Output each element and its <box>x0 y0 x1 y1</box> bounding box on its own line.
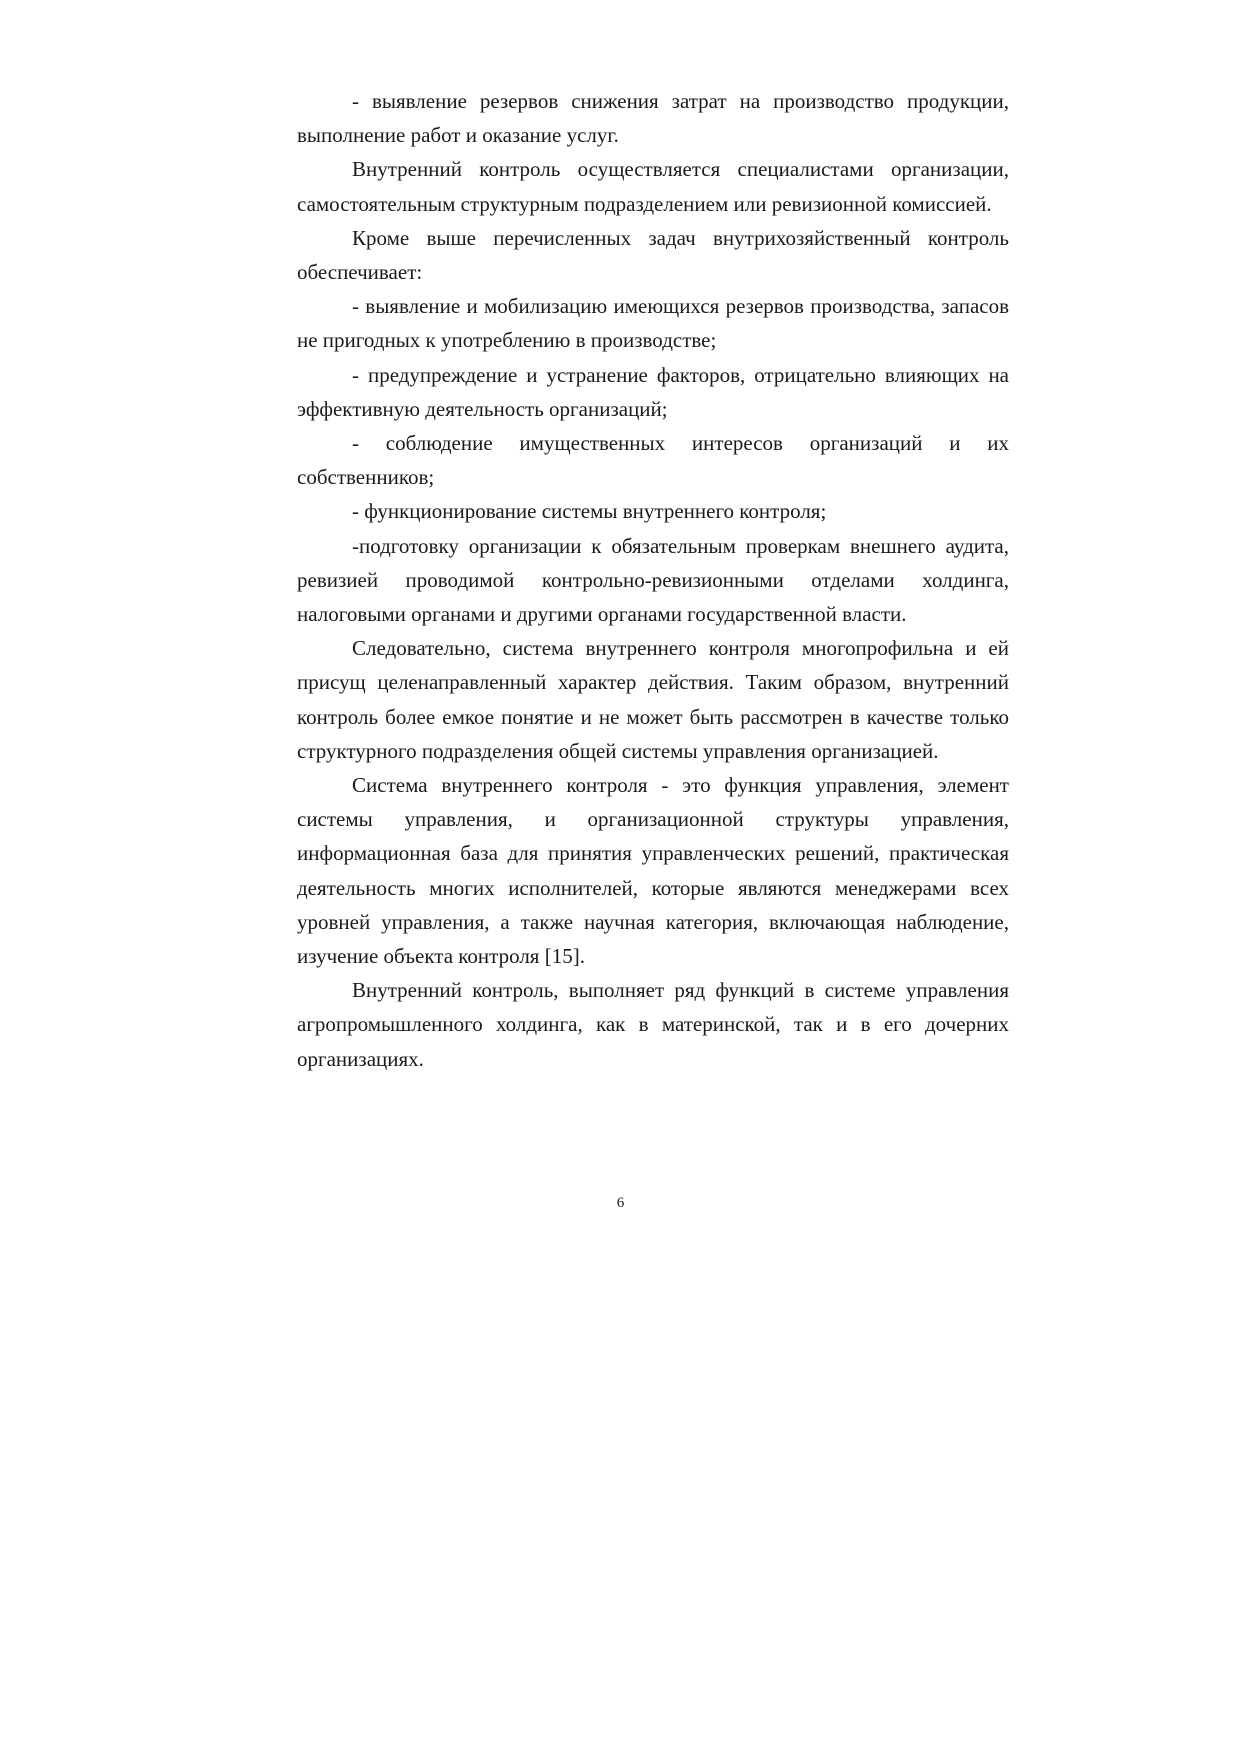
paragraph-10: Система внутреннего контроля - это функция управления, элемент системы управления, и организационной структуры управления, информационная база для принятия управленческих решений, практическая деятельность многих исполнителей, которые являются менеджерами всех уровней управления, а также научная категория, включающая наблюдение, изучение объекта контроля [15]. <box>297 773 1009 969</box>
paragraph-7: - функционирование системы внутреннего контроля; <box>352 499 827 524</box>
paragraph-1: - выявление резервов снижения затрат на производство продукции, выполнение работ и оказание услуг. <box>297 89 1009 148</box>
page-number: 6 <box>616 1195 625 1211</box>
paragraph-9: Следовательно, система внутреннего контроля многопрофильна и ей присущ целенаправленный характер действия. Таким образом, внутренний контроль более емкое понятие и не может быть рассмотрен в качестве только структурного подразделения общей системы управления организацией. <box>297 636 1009 763</box>
paragraph-6: - соблюдение имущественных интересов организаций и их собственников; <box>297 431 1009 490</box>
paragraph-3: Кроме выше перечисленных задач внутрихозяйственный контроль обеспечивает: <box>297 225 1009 285</box>
paragraph-5: - предупреждение и устранение факторов, отрицательно влияющих на эффективную деятельность организаций; <box>297 362 1009 421</box>
paragraph-8: -подготовку организации к обязательным проверкам внешнего аудита, ревизией проводимой контрольно-ревизионными отделами холдинга, налоговыми органами и другими органами государственной власти. <box>297 533 1009 627</box>
paragraph-4: - выявление и мобилизацию имеющихся резервов производства, запасов не пригодных к употреблению в производстве; <box>297 294 1009 353</box>
paragraph-2: Внутренний контроль осуществляется специалистами организации, самостоятельным структурным подразделением или ревизионной комиссией. <box>297 157 1009 216</box>
body-text <box>297 84 1009 1076</box>
paragraph-11: Внутренний контроль, выполняет ряд функций в системе управления агропромышленного холдинга, как в материнской, так и в его дочерних организациях. <box>297 978 1009 1071</box>
